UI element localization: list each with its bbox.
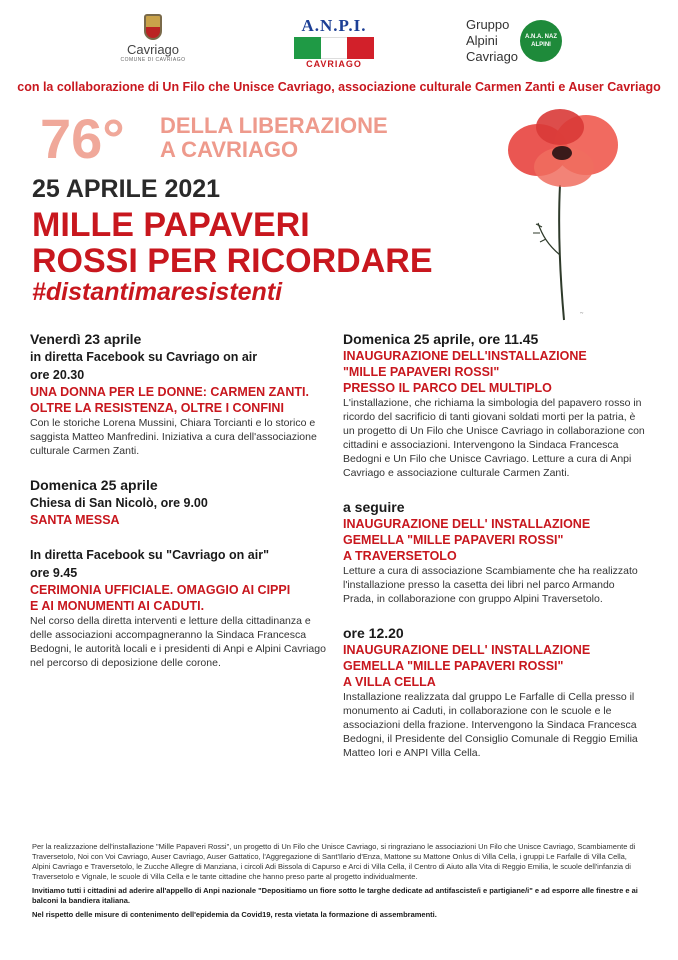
sunday-date: Domenica 25 aprile	[30, 477, 158, 493]
anpi-title: A.N.P.I.	[301, 16, 367, 35]
right-event3-text: Installazione realizzata dal gruppo Le Farfalle di Cella presso il monumento ai Caduti, in collaborazione con le scuole e le associazioni della frazione. Intervengono la Sindaca Francesca Bedogni, il Presidente del Consiglio Comunale di Reggio Emilia Matteo Iori e ANPI Villa Cella.	[343, 691, 638, 759]
sunday-mass: SANTA MESSA	[30, 513, 120, 527]
alpini-badge-icon: A.N.A. NAZ ALPINI	[520, 20, 562, 62]
liberation-heading	[160, 114, 388, 162]
footer	[32, 842, 642, 920]
liberation-line-2: A CAVRIAGO	[160, 137, 299, 162]
alpini-line-3: Cavriago	[466, 49, 519, 64]
friday-date: Venerdì 23 aprile	[30, 331, 142, 347]
friday-time: ore 20.30	[30, 368, 85, 382]
cavriago-subtitle: COMUNE DI CAVRIAGO	[120, 57, 186, 63]
hashtag: #distantimaresistenti	[32, 278, 283, 306]
right-event3-title-1: INAUGURAZIONE DELL' INSTALLAZIONE	[343, 643, 591, 657]
right-event1-text: L'installazione, che richiama la simbologia del papavero rosso in ricordo del sacrificio di tanti giovani soldati morti per la patria, è un progetto di Un Filo che Unisce Cavriago in collaborazione con cittadini e associazioni. Intervengono la Sindaca Francesca Bedogni e Un Filo che Unisce Cavriago. Letture a cura di Anpi Cavriago e associazione culturale Carmen Zanti.	[343, 397, 645, 479]
friday-title-1: UNA DONNA PER LE DONNE: CARMEN ZANTI.	[30, 385, 309, 399]
alpini-line-1: Gruppo	[466, 17, 510, 32]
right-event2-heading: a seguire	[343, 499, 405, 515]
right-event1-title-3: PRESSO IL PARCO DEL MULTIPLO	[343, 381, 552, 395]
right-event1-title-1: INAUGURAZIONE DELL'INSTALLAZIONE	[343, 349, 587, 363]
footer-thanks: Per la realizzazione dell'installazione "Mille Papaveri Rossi", un progetto di Un Filo che Unisce Cavriago, si ringraziano le associazioni Un Filo che Unisce Cavriago, Scambiamente di Traversetolo, Noi con Voi Cavriago, Auser Cavriago, Auser Gattatico, l'Aggregazione di Sant'Ilario d'Enza, Mattone su Mattone Onlus di Villa Cella, i gruppi Le Farfalle di Villa Cella, Alpini Cavriago e Traversetolo, le Zucche Allegre di Manziana, i circoli Adi Bissola di Capurso e Arci di Villa Cella, il Centro di Aiuto alla Vita di Reggio Emilia, le scuole dell'infanzia di Traversetolo e Vignale, le scuole di Villa Cella e le tante cittadine che hanno preso parte al progetto individualmente.	[32, 842, 636, 881]
right-event3-heading: ore 12.20	[343, 625, 404, 641]
anniversary-number: 76°	[40, 107, 125, 170]
right-event3-title-3: A VILLA CELLA	[343, 675, 436, 689]
right-event2-title-2: GEMELLA "MILLE PAPAVERI ROSSI"	[343, 533, 564, 547]
crest-icon	[144, 14, 162, 40]
friday-title-2: OLTRE LA RESISTENZA, OLTRE I CONFINI	[30, 401, 284, 415]
facebook-live: In diretta Facebook su "Cavriago on air"	[30, 548, 269, 562]
footer-covid: Nel rispetto delle misure di contenimento dell'epidemia da Covid19, resta vietata la formazione di assembramenti.	[32, 910, 437, 919]
footer-invite: Invitiamo tutti i cittadini ad aderire all'appello di Anpi nazionale "Depositiamo un fiore sotto le targhe dedicate ad antifasciste/i e partigiane/i" e ad esporre alle finestre e ai balconi la bandiera italiana.	[32, 886, 638, 905]
anpi-logo	[290, 16, 378, 69]
anpi-subtitle: CAVRIAGO	[306, 59, 362, 69]
event-date: 25 APRILE 2021	[32, 175, 221, 203]
right-event1-title-2: "MILLE PAPAVERI ROSSI"	[343, 365, 500, 379]
cavriago-logo	[118, 14, 188, 63]
friday-text: Con le storiche Lorena Mussini, Chiara Torcianti e lo storico e saggista Matteo Manfredini. Iniziativa a cura dell'associazione culturale Carmen Zanti.	[30, 417, 317, 457]
facebook-time: ore 9.45	[30, 566, 78, 580]
right-event2-title-3: A TRAVERSETOLO	[343, 549, 457, 563]
alpini-line-2: Alpini	[466, 33, 498, 48]
main-title	[32, 207, 433, 279]
right-event2-title-1: INAUGURAZIONE DELL' INSTALLAZIONE	[343, 517, 591, 531]
friday-where: in diretta Facebook su Cavriago on air	[30, 350, 258, 364]
ceremony-title-2: E AI MONUMENTI AI CADUTI.	[30, 599, 205, 613]
cavriago-name: Cavriago	[126, 42, 180, 57]
sunday-church: Chiesa di San Nicolò, ore 9.00	[30, 496, 208, 510]
main-title-line-2: ROSSI PER RICORDARE	[32, 242, 433, 280]
ceremony-title-1: CERIMONIA UFFICIALE. OMAGGIO AI CIPPI	[30, 583, 291, 597]
right-event2-text: Letture a cura di associazione Scambiamente che ha realizzato l'installazione presso la casetta dei libri nel parco Armando Prada, in collaborazione con gruppo Alpini Traversetolo.	[343, 565, 638, 605]
liberation-line-1: DELLA LIBERAZIONE	[160, 113, 388, 138]
collaboration-line: con la collaborazione di Un Filo che Unisce Cavriago, associazione culturale Carmen Zanti e Auser Cavriago	[17, 80, 661, 94]
left-column	[30, 330, 335, 670]
svg-text:~: ~	[580, 311, 584, 317]
right-event1-heading: Domenica 25 aprile, ore 11.45	[343, 331, 539, 347]
italian-flag-icon	[294, 37, 374, 59]
right-event3-title-2: GEMELLA "MILLE PAPAVERI ROSSI"	[343, 659, 564, 673]
poppy-illustration	[498, 105, 633, 325]
right-column	[343, 330, 648, 760]
ceremony-text: Nel corso della diretta interventi e letture della cittadinanza e delle associazioni accompagneranno la Sindaca Francesca Bedogni, le autorità locali e i presidenti di Anpi e Alpini Cavriago nel percorso di deposizione delle corone.	[30, 615, 326, 669]
alpini-text	[466, 17, 518, 65]
main-title-line-1: MILLE PAPAVERI	[32, 206, 310, 244]
